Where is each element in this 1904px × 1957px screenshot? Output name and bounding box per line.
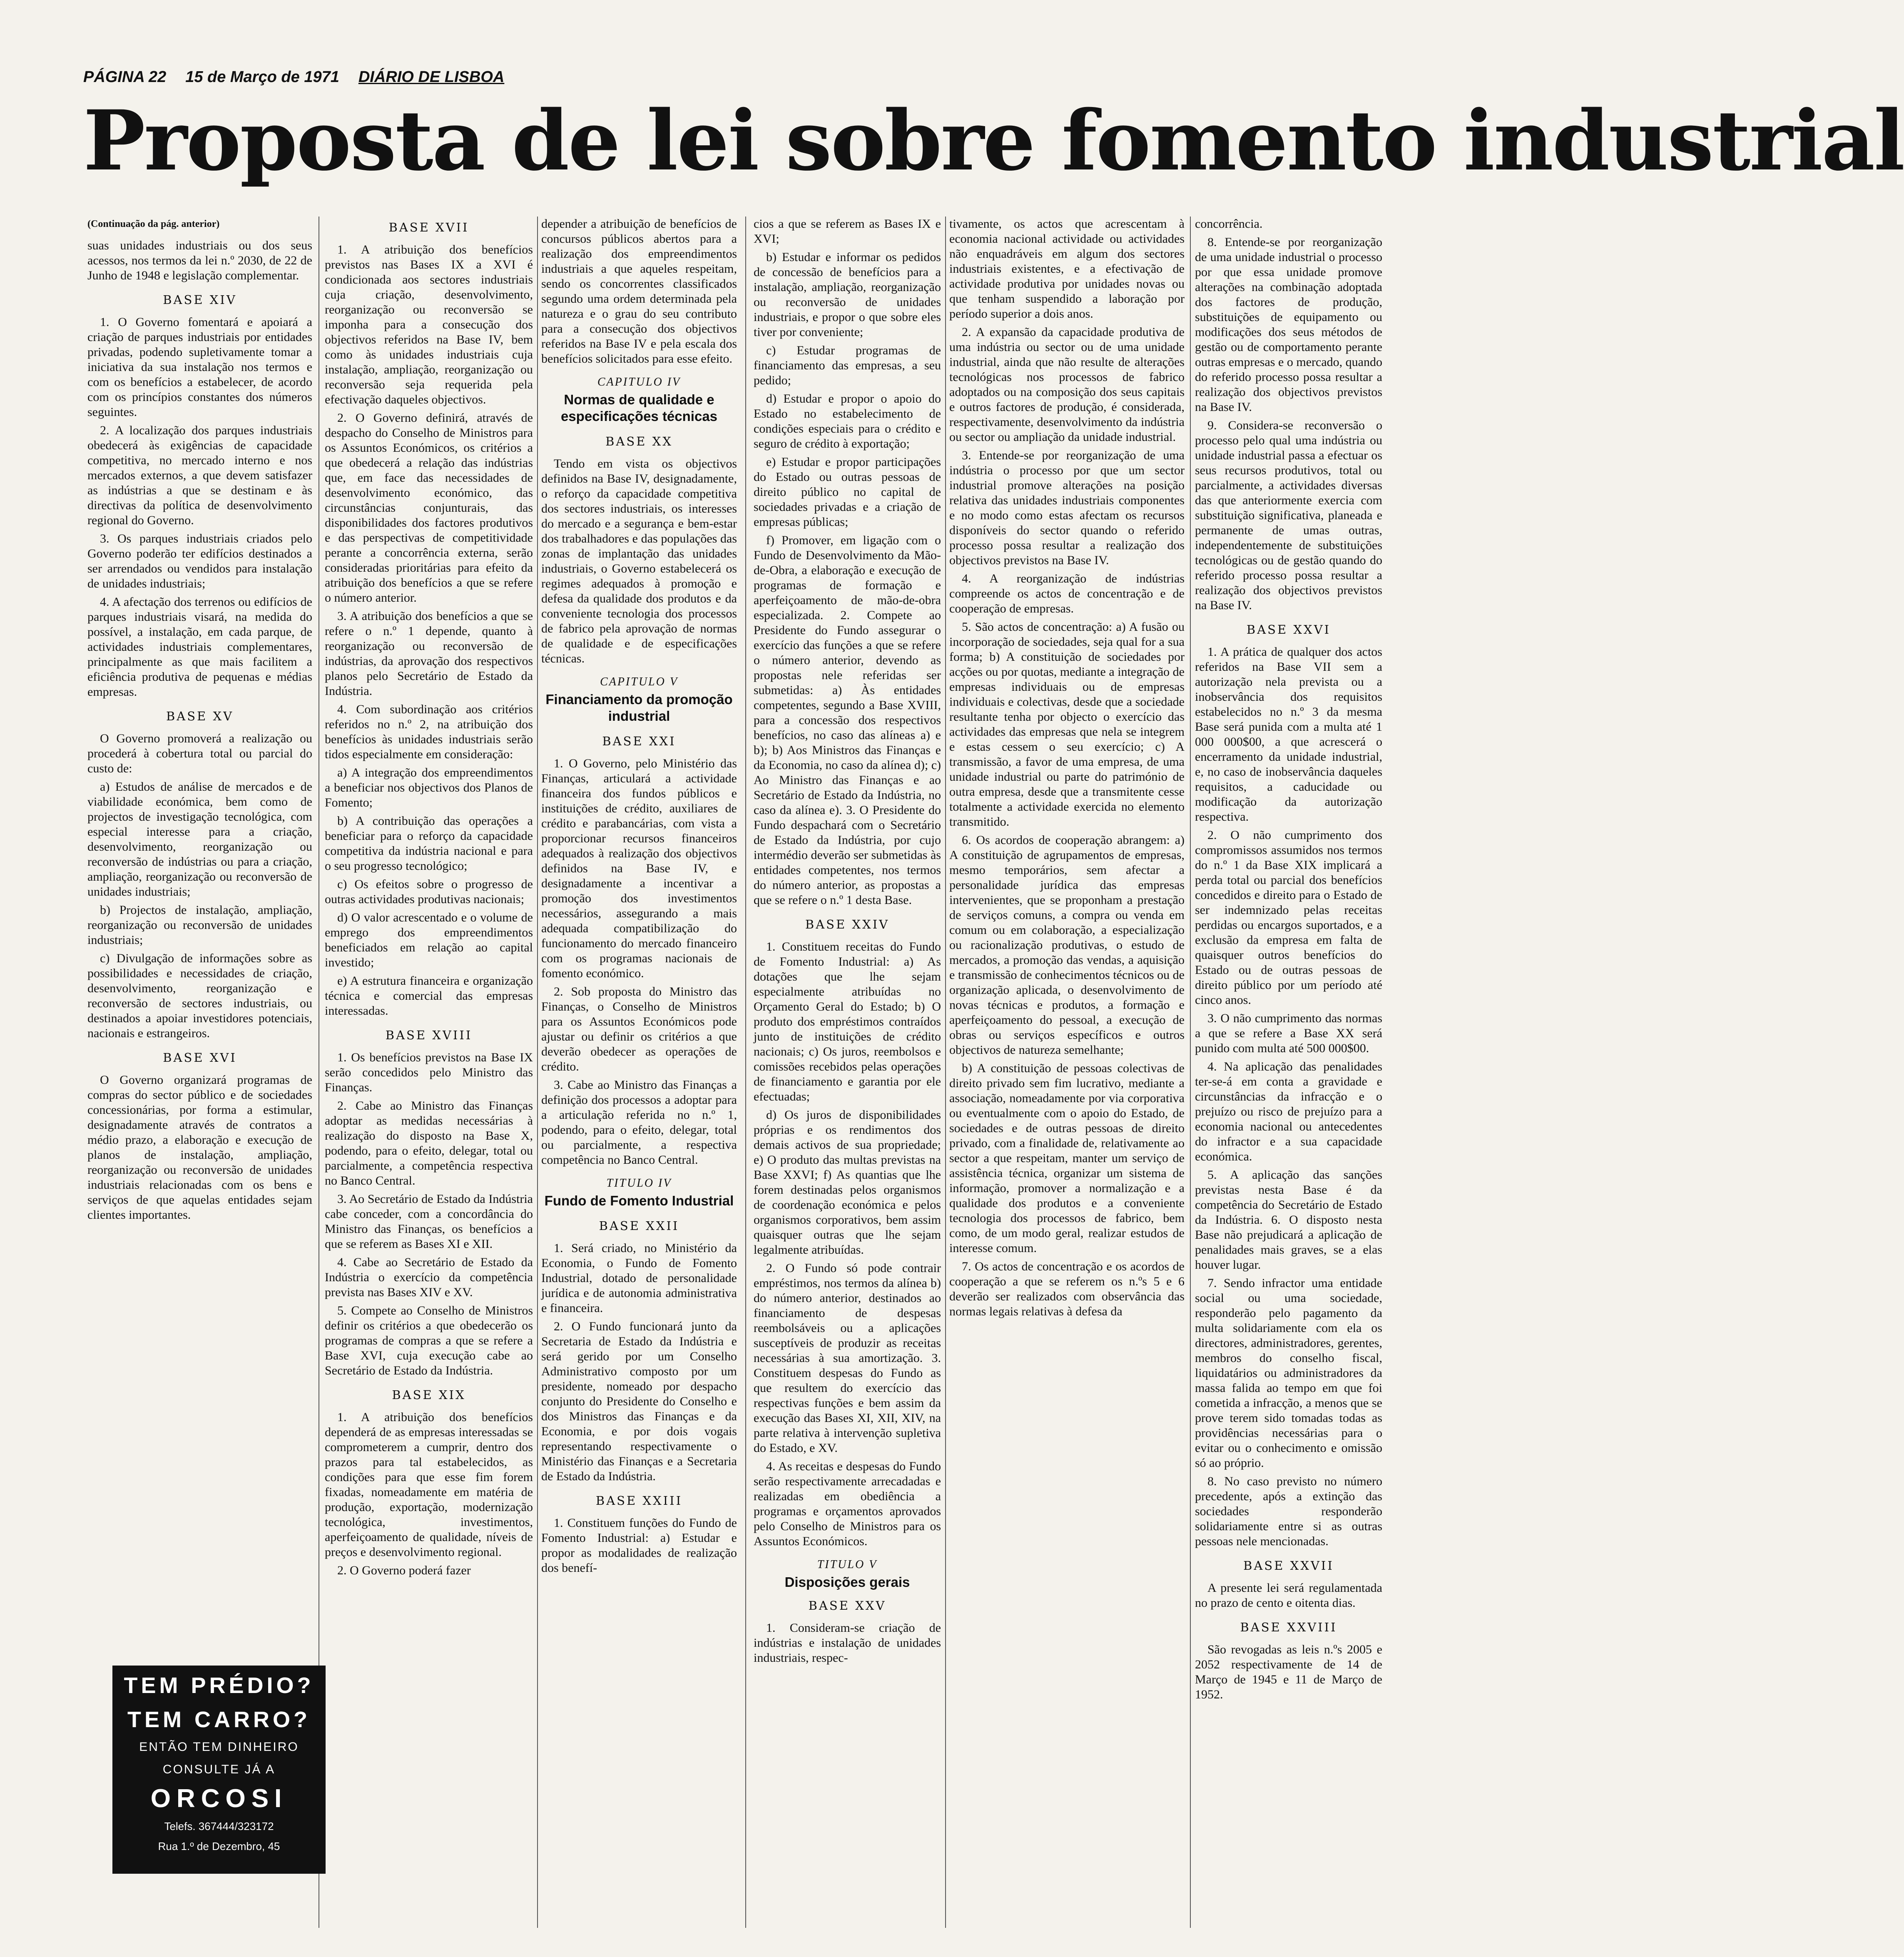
article-paragraph: f) Promover, em ligação com o Fundo de Desenvolvimento da Mão-de-Obra, a elaboração e execução de programas de formação e aperfeiçoamento de mão-de-obra especializada. 2. Compete ao Presidente do Fundo assegurar o exercício das funções a que se refere o número anterior, devendo as propostas nele referidas ser submetidas: a) Às entidades competentes, segundo a Base XVIII, para a concessão dos respectivos benefícios, no caso das alíneas a) e b); b) Aos Ministros das Finanças e da Economia, no caso da alínea d); c) Ao Ministro das Finanças e ao Secretário de Estado da Indústria, no caso da alínea e). 3. O Presidente do Fundo despachará com o Secretário de Estado da Indústria, por cujo intermédio deverão ser submetidas às entidades competentes, nos termos do número anterior, as propostas a que se refere o n.º 1 desta Base.	[754, 533, 941, 907]
article-paragraph: 1. A prática de qualquer dos actos referidos na Base VII sem a autorização nela prevista ou a inobservância dos requisitos estabelecidos no n.º 3 da mesma Base será punida com a multa até 1 000 000$00, a que acrescerá o encerramento da unidade industrial, e, no caso de inobservância daqueles requisitos, a caducidade ou modificação da autorização respectiva.	[1195, 645, 1382, 824]
article-paragraph: 1. Constituem funções do Fundo de Fomento Industrial: a) Estudar e propor as modalidades de realização dos benefí-	[541, 1516, 737, 1575]
ad-address: Rua 1.º de Dezembro, 45	[158, 1840, 280, 1852]
article-paragraph: 8. Entende-se por reorganização de uma unidade industrial o processo por que essa unidade promove alterações na combinação adoptada dos factores de produção, substituições de equipamento ou modificações dos seus métodos de gestão ou de comportamento perante outras empresas e o mercado, quando do referido processo possa resultar a realização dos objectivos previstos na Base IV.	[1195, 235, 1382, 414]
headline: Proposta de lei sobre fomento industrial	[83, 92, 1904, 189]
article-paragraph: d) O valor acrescentado e o volume de emprego dos empreendimentos beneficiados em relação ao capital investido;	[325, 911, 533, 969]
ad-line: CONSULTE JÁ A	[162, 1763, 276, 1776]
section-heading: BASE XXV	[808, 1598, 886, 1613]
article-paragraph: 1. A atribuição dos benefícios previstos nas Bases IX a XVI é condicionada aos sectores industriais cuja criação, desenvolvimento, reorganização ou reconversão se imponha para a consecução dos objectivos referidos na Base IV, bem como às unidades industriais cuja instalação, ampliação, reorganização ou reconversão seja requerida pela efectivação daqueles objectivos.	[325, 243, 533, 406]
article-paragraph: 1. Os benefícios previstos na Base IX serão concedidos pelo Ministro das Finanças.	[325, 1051, 533, 1094]
section-heading: BASE XVI	[163, 1051, 237, 1065]
section-heading: BASE XXVIII	[1240, 1620, 1337, 1634]
article-paragraph: O Governo promoverá a realização ou procederá à cobertura total ou parcial do custo de:	[87, 732, 312, 775]
article-paragraph: 5. Compete ao Conselho de Ministros definir os critérios a que obedecerão os programas de compras a que se refere a Base XVI, cuja execução cabe ao Secretário de Estado da Indústria.	[325, 1304, 533, 1377]
ad-phones: Telefs. 367444/323172	[164, 1820, 274, 1833]
column-rule	[1190, 217, 1191, 1928]
article-paragraph: b) A constituição de pessoas colectivas de direito privado sem fim lucrativo, mediante a associação, nomeadamente por via corporativa ou eventualmente com o apoio do Estado, de sociedades e de outras pessoas de direito privado, com a finalidade de, relativamente ao sector a que respeitam, manter um serviço de assistência técnica, organizar um sistema de informação, promover a normalização e a qualidade dos produtos e a conveniente tecnologia dos processos de fabrico, bem como, de um modo geral, realizar estudos de interesse comum.	[949, 1061, 1185, 1255]
article-column-4	[754, 217, 941, 1932]
article-paragraph: São revogadas as leis n.ºs 2005 e 2052 respectivamente de 14 de Março de 1945 e 11 de Março de 1952.	[1195, 1643, 1382, 1701]
article-paragraph: 9. Considera-se reconversão o processo pelo qual uma indústria ou unidade industrial passa a efectuar os seus recursos produtivos, total ou parcialmente, a actividades diversas das que anteriormente exercia com substituição significativa, planeada e permanente de umas outras, independentemente de substituições tecnológicas ou de gestão quando do referido processo possa resultar a realização dos objectivos previstos na Base IV.	[1195, 418, 1382, 612]
page-number: PÁGINA 22	[83, 68, 167, 86]
article-paragraph: c) Divulgação de informações sobre as possibilidades e necessidades de criação, desenvolvimento, reorganização e reconversão de sectores industriais, ou destinados a apoiar investidores potenciais, nacionais e estrangeiros.	[87, 951, 312, 1040]
article-paragraph: 1. O Governo fomentará e apoiará a criação de parques industriais por entidades privadas, podendo supletivamente tomar a iniciativa da sua instalação nos termos e com os benefícios a estabelecer, de acordo com os princípios constantes dos números seguintes.	[87, 315, 312, 419]
article-paragraph: b) Projectos de instalação, ampliação, reorganização ou reconversão de unidades industriais;	[87, 903, 312, 947]
ad-line: ENTÃO TEM DINHEIRO	[139, 1740, 299, 1754]
article-paragraph: O Governo organizará programas de compras do sector público e de sociedades concessionárias, por forma a estimular, designadamente através de contratos a médio prazo, a elaboração e execução de planos de instalação, ampliação, reorganização ou reconversão de unidades industriais relacionadas com os bens e serviços de que aquelas entidades sejam clientes importantes.	[87, 1073, 312, 1222]
ad-brand: ORCOSI	[150, 1784, 288, 1813]
article-paragraph: cios a que se referem as Bases IX e XVI;	[754, 217, 941, 246]
title-heading: TITULO IV	[606, 1177, 672, 1190]
article-paragraph: 4. Com subordinação aos critérios referidos no n.º 2, na atribuição dos benefícios às unidades industriais serão tidos especialmente em consideração:	[325, 702, 533, 761]
article-paragraph: 2. O Governo poderá fazer	[337, 1564, 471, 1577]
article-paragraph: 5. A aplicação das sanções previstas nesta Base é da competência do Secretário de Estado da Indústria. 6. O disposto nesta Base não prejudicará a aplicação de penalidades mais graves, se a elas houver lugar.	[1195, 1168, 1382, 1272]
chapter-heading: CAPITULO V	[600, 675, 678, 688]
article-paragraph: 5. São actos de concentração: a) A fusão ou incorporação de sociedades, seja qual for a sua forma; b) A constituição de sociedades por acções ou por quotas, mediante a integração de empresas individuais ou de empresas individuais e colectivas, desde que a sociedade resultante tenha por objecto o exercício das actividades das empresas que nela se integrem e estas cessem o seu exercício; c) A transmissão, a favor de uma empresa, de uma unidade industrial ou parte do património de outra empresa, desde que a transmitente cesse totalmente a actividade exercida no elemento transmitido.	[949, 620, 1185, 829]
section-heading: BASE XXVI	[1246, 622, 1331, 637]
section-heading: BASE XXIII	[595, 1494, 683, 1508]
article-paragraph: 1. A atribuição dos benefícios dependerá de as empresas interessadas se comprometerem a cumprir, dentro dos prazos para tal estabelecidos, as condições para que esse fim forem fixadas, nomeadamente em matéria de produção, exportação, modernização tecnológica, investimentos, aperfeiçoamento de qualidade, níveis de preços e desenvolvimento regional.	[325, 1410, 533, 1559]
section-heading: BASE XX	[605, 434, 673, 448]
section-heading: BASE XXVII	[1243, 1559, 1334, 1573]
column-rule	[945, 217, 946, 1928]
article-paragraph: 4. A afectação dos terrenos ou edifícios de parques industriais visará, na medida do possível, a instalação, em cada parque, de actividades industriais complementares, principalmente as que mais facilitem a eficiência produtiva de pequenas e médias empresas.	[87, 595, 312, 699]
article-paragraph: 2. O Fundo só pode contrair empréstimos, nos termos da alínea b) do número anterior, destinados ao financiamento de despesas reembolsáveis ou a aplicações susceptíveis de produzir as receitas necessárias à sua amortização. 3. Constituem despesas do Fundo as que resultem do exercício das respectivas funções e bem assim da execução das Bases XI, XII, XIV, na parte relativa à intervenção supletiva do Estado, e XV.	[754, 1261, 941, 1455]
section-heading: BASE XXIV	[805, 917, 890, 931]
article-paragraph: d) Os juros de disponibilidades próprias e os rendimentos dos demais activos de sua propriedade; e) O produto das multas previstas na Base XXVI; f) As quantias que lhe forem destinadas pelos organismos de coordenação económica e pelos organismos corporativos, bem assim quaisquer outras que lhe sejam legalmente atribuídas.	[754, 1108, 941, 1257]
article-paragraph: e) Estudar e propor participações do Estado ou outras pessoas de direito público no capital de sociedades privadas e a criação de empresas públicas;	[754, 455, 941, 529]
article-paragraph: 2. O Fundo funcionará junto da Secretaria de Estado da Indústria e será gerido por um Conselho Administrativo composto por um presidente, nomeado por despacho conjunto do Presidente do Conselho e dos Ministros das Finanças e da Economia, e por dois vogais representando respectivamente o Ministério das Finanças e a Secretaria de Estado da Indústria.	[541, 1320, 737, 1483]
column-rule	[537, 217, 538, 1928]
article-paragraph: suas unidades industriais ou dos seus acessos, nos termos da lei n.º 2030, de 22 de Junho de 1948 e legislação complementar.	[87, 239, 312, 282]
advertisement-box	[112, 1666, 326, 1874]
article-paragraph: 3. Cabe ao Ministro das Finanças a definição dos processos a adoptar para a articulação referida no n.º 1, podendo, para o efeito, delegar, total ou parcialmente, a respectiva competência no Banco Central.	[541, 1078, 737, 1167]
column-rule	[745, 217, 746, 1928]
article-paragraph: Tendo em vista os objectivos definidos na Base IV, designadamente, o reforço da capacidade competitiva dos sectores industriais, os interesses do mercado e a segurança e bem-estar dos trabalhadores e das populações das zonas de implantação das unidades industriais, o Governo estabelecerá os regimes adequados à promoção e defesa da qualidade dos produtos e da conveniente tecnologia dos processos de fabrico pela aprovação de normas de qualidade e de especificações técnicas.	[541, 457, 737, 665]
title-name: Disposições gerais	[784, 1574, 910, 1590]
article-paragraph: 4. As receitas e despesas do Fundo serão respectivamente arrecadadas e realizadas em obediência a programas e orçamentos aprovados pelo Conselho de Ministros para os Assuntos Económicos.	[754, 1459, 941, 1548]
article-paragraph: 4. A reorganização de indústrias compreende os actos de concentração e de cooperação de empresas.	[949, 572, 1185, 615]
article-paragraph: A presente lei será regulamentada no prazo de cento e oitenta dias.	[1195, 1581, 1382, 1610]
title-heading: TITULO V	[817, 1558, 878, 1571]
article-paragraph: 3. Entende-se por reorganização de uma indústria o processo por que um sector industrial promove alterações na posição relativa das unidades industriais componentes e no modo como estas afectam os recursos disponíveis do sector quando o referido processo possa resultar a realização dos objectivos previstos na Base IV.	[949, 448, 1185, 567]
section-heading: BASE XXII	[599, 1219, 679, 1233]
article-column-3	[541, 217, 737, 1932]
article-paragraph: 1. Constituem receitas do Fundo de Fomento Industrial: a) As dotações que lhe sejam especialmente atribuídas no Orçamento Geral do Estado; b) O produto dos empréstimos contraídos junto de instituições de crédito nacionais; c) Os juros, reembolsos e comissões recebidos pelas operações de financiamento e garantia por ele efectuadas;	[754, 940, 941, 1103]
article-paragraph: 2. A expansão da capacidade produtiva de uma indústria ou sector ou de uma unidade industrial, ainda que não resulte de alterações tecnológicas nos processos de fabrico adoptados ou na composição dos seus capitais e outros factores de produção, é considerada, respectivamente, desenvolvimento da indústria ou sector ou ampliação da unidade industrial.	[949, 325, 1185, 444]
issue-date: 15 de Março de 1971	[185, 68, 339, 86]
article-column-2	[325, 217, 533, 1932]
section-heading: BASE XIV	[163, 293, 237, 307]
article-paragraph: 8. No caso previsto no número precedente, após a extinção das sociedades responderão solidariamente entre si as outras pessoas nele mencionadas.	[1195, 1474, 1382, 1548]
article-paragraph: 4. Na aplicação das penalidades ter-se-á em conta a gravidade e circunstâncias da infracção e o prejuízo ou risco de prejuízo para a economia nacional ou antecedentes do infractor e a sua capacidade económica.	[1195, 1060, 1382, 1163]
article-paragraph: c) Estudar programas de financiamento das empresas, a seu pedido;	[754, 344, 941, 387]
article-paragraph: 7. Os actos de concentração e os acordos de cooperação a que se referem os n.ºs 5 e 6 deverão ser realizados com observância das normas legais relativas à defesa da	[949, 1260, 1185, 1318]
ad-line: TEM CARRO?	[127, 1707, 311, 1732]
article-paragraph: 3. O não cumprimento das normas a que se refere a Base XX será punido com multa até 500 000$00.	[1195, 1011, 1382, 1055]
article-paragraph: 2. O não cumprimento dos compromissos assumidos nos termos do n.º 1 da Base XIX implicará a perda total ou parcial dos benefícios concedidos e direito para o Estado de ser indemnizado pelas receitas perdidas ou encargos suportados, e a exclusão da empresa em falta de quaisquer outros benefícios do Estado ou de outras pessoas de direito público por um período até cinco anos.	[1195, 828, 1382, 1007]
article-paragraph: 3. A atribuição dos benefícios a que se refere o n.º 1 depende, quanto à reorganização ou reconversão de indústrias, da aprovação dos respectivos planos pelo Secretário de Estado da Indústria.	[325, 609, 533, 698]
ad-line: TEM PRÉDIO?	[124, 1673, 314, 1698]
article-column-5	[949, 217, 1185, 1932]
article-paragraph: 2. A localização dos parques industriais obedecerá às exigências de capacidade competitiva, no mercado interno e nos mercados externos, a que devem satisfazer as indústrias a que se destinam e às directivas da política de desenvolvimento regional do Governo.	[87, 423, 312, 527]
article-paragraph: a) A integração dos empreendimentos a beneficiar nos objectivos dos Planos de Fomento;	[325, 766, 533, 809]
article-paragraph: depender a atribuição de benefícios de concursos públicos abertos para a realização dos empreendimentos industriais a que aqueles respeitam, sendo os concorrentes classificados segundo uma ordem determinada pela natureza e o grau do seu contributo para a consecução dos objectivos referidos na Base IV e pela escala dos benefícios solicitados para esse efeito.	[541, 217, 737, 366]
article-paragraph: tivamente, os actos que acrescentam à economia nacional actividade ou actividades não enquadráveis em algum dos sectores industriais existentes, e a efectivação de actividade produtiva por unidades novas ou que tenham suspendido a laboração por período superior a dois anos.	[949, 217, 1185, 321]
article-paragraph: 2. Cabe ao Ministro das Finanças adoptar as medidas necessárias à realização do disposto na Base X, podendo, para o efeito, delegar, total ou parcialmente, a competência respectiva no Banco Central.	[325, 1099, 533, 1188]
section-heading: BASE XVII	[388, 220, 469, 234]
newspaper-name: DIÁRIO DE LISBOA	[358, 68, 505, 86]
continuation-note: (Continuação da pág. anterior)	[87, 219, 220, 229]
article-paragraph: e) A estrutura financeira e organização técnica e comercial das empresas interessadas.	[325, 974, 533, 1018]
article-paragraph: 1. O Governo, pelo Ministério das Finanças, articulará a actividade financeira dos fundos públicos e instituições de crédito, auxiliares de crédito e parabancárias, com vista a proporcionar recursos financeiros adequados à realização dos objectivos definidos na Base IV, e designadamente a incentivar a promoção dos investimentos necessários, assegurando a mais adequada compatibilização do funcionamento do mercado financeiro com os programas nacionais de fomento económico.	[541, 757, 737, 980]
section-heading: BASE XVIII	[385, 1028, 473, 1042]
article-paragraph: b) Estudar e informar os pedidos de concessão de benefícios para a instalação, ampliação, reorganização ou reconversão de unidades industriais, e propor o que sobre eles tiver por conveniente;	[754, 250, 941, 339]
article-paragraph: 1. Consideram-se criação de indústrias e instalação de unidades industriais, respec-	[754, 1621, 941, 1665]
article-paragraph: a) Estudos de análise de mercados e de viabilidade económica, bem como de projectos de investigação tecnológica, com especial interesse para a criação, desenvolvimento, reorganização ou reconversão de indústrias ou para a criação, ampliação, reorganização ou reconversão de unidades industriais;	[87, 780, 312, 899]
article-paragraph: 3. Os parques industriais criados pelo Governo poderão ter edifícios destinados a ser arrendados ou vendidos para instalação de unidades industriais;	[87, 532, 312, 590]
section-heading: BASE XXI	[602, 734, 676, 748]
article-paragraph: 1. Será criado, no Ministério da Economia, o Fundo de Fomento Industrial, dotado de personalidade jurídica e de autonomia administrativa e financeira.	[541, 1241, 737, 1315]
chapter-title: Financiamento da promoção industrial	[545, 692, 733, 724]
article-paragraph: 2. Sob proposta do Ministro das Finanças, o Conselho de Ministros para os Assuntos Económicos pode ajustar ou definir os critérios a que deverão obedecer as operações de crédito.	[541, 985, 737, 1073]
article-paragraph: b) A contribuição das operações a beneficiar para o reforço da capacidade competitiva da indústria nacional e para o seu progresso tecnológico;	[325, 814, 533, 873]
article-paragraph: 6. Os acordos de cooperação abrangem: a) A constituição de agrupamentos de empresas, mesmo temporários, sem afectar a personalidade jurídica das empresas intervenientes, que se proponham a prestação de serviços comuns, a compra ou venda em comum ou em colaboração, a especialização ou racionalização produtivas, o estudo de mercados, a promoção das vendas, a aquisição e transmissão de conhecimentos técnicos ou de organização aplicada, o desenvolvimento de novas técnicas e produtos, a formação e aperfeiçoamento do pessoal, a execução de obras ou serviços específicos e outros objectivos de natureza semelhante;	[949, 833, 1185, 1057]
article-paragraph: 7. Sendo infractor uma entidade social ou uma sociedade, responderão pelo pagamento da multa solidariamente com ela os directores, administradores, gerentes, membros do conselho fiscal, liquidatários ou administradores da massa falida ao tempo em que foi cometida a infracção, a menos que se prove terem sido tomadas todas as providências necessárias para o evitar ou o conhecimento e omissão só ao próprio.	[1195, 1276, 1382, 1470]
section-heading: BASE XIX	[392, 1388, 466, 1402]
chapter-heading: CAPITULO IV	[597, 376, 681, 388]
article-column-6	[1195, 217, 1382, 1932]
article-paragraph: 2. O Governo definirá, através de despacho do Conselho de Ministros para os Assuntos Económicos, os critérios a que obedecerá a relação das indústrias que, em face das necessidades de desenvolvimento económico, das circunstâncias conjunturais, das disponibilidades dos factores produtivos e das perspectivas de competitividade perante a concorrência externa, serão consideradas prioritárias para efeito da atribuição dos benefícios a que se refere o número anterior.	[325, 411, 533, 605]
article-paragraph: 3. Ao Secretário de Estado da Indústria cabe conceder, com a concordância do Ministro das Finanças, os benefícios a que se referem as Bases XI e XII.	[325, 1192, 533, 1251]
chapter-title: Normas de qualidade e especificações técnicas	[560, 392, 718, 424]
article-paragraph: d) Estudar e propor o apoio do Estado no estabelecimento de condições especiais para o crédito e seguro de crédito à exportação;	[754, 392, 941, 451]
section-heading: BASE XV	[166, 709, 234, 723]
title-name: Fundo de Fomento Industrial	[544, 1193, 734, 1208]
article-paragraph: 4. Cabe ao Secretário de Estado da Indústria o exercício da competência prevista nas Bases XIV e XV.	[325, 1255, 533, 1299]
article-paragraph: c) Os efeitos sobre o progresso de outras actividades produtivas nacionais;	[325, 877, 533, 906]
masthead	[83, 62, 520, 92]
article-paragraph: concorrência.	[1195, 217, 1263, 231]
